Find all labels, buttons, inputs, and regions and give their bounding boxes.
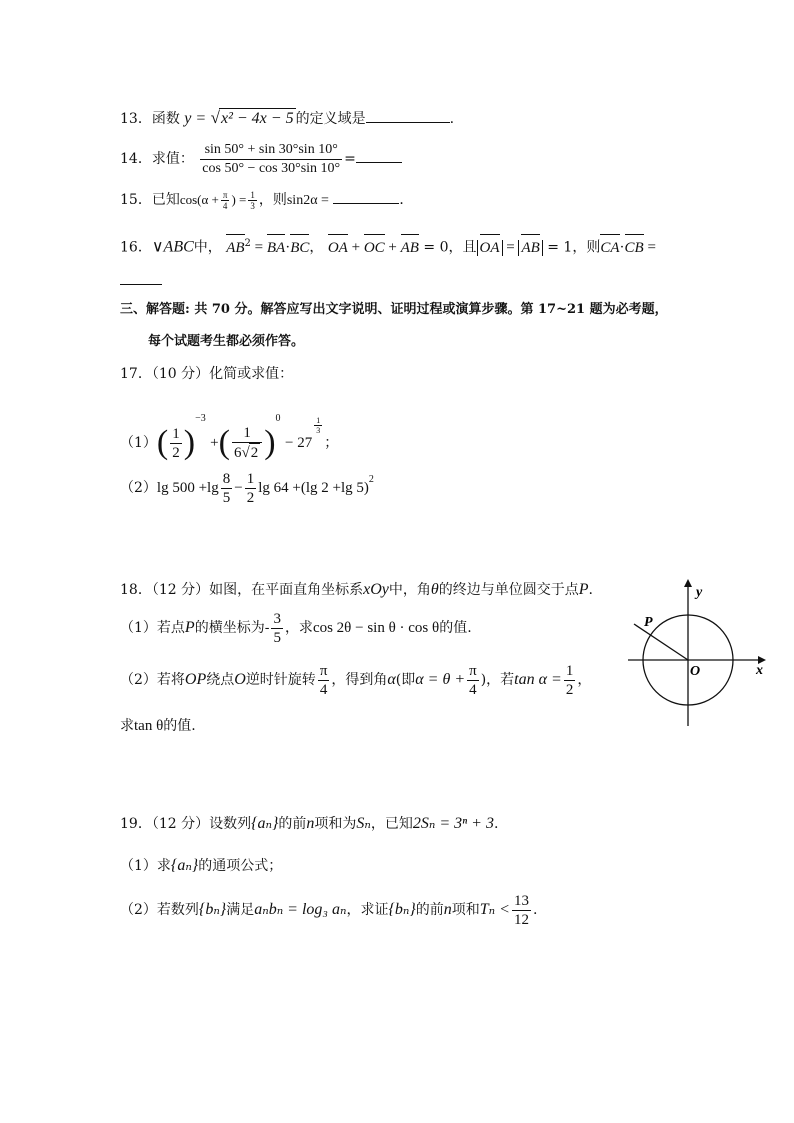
- math-expression: lg 64 +: [258, 480, 301, 496]
- punctuation: ，: [309, 239, 324, 256]
- right-paren: ): [183, 424, 196, 461]
- question-text: (即: [395, 672, 416, 688]
- punctuation: ；: [324, 435, 339, 451]
- fraction-denominator: cos 50° − cos 30°sin 10°: [202, 160, 341, 176]
- math-expression: lg 500 +lg: [156, 480, 219, 496]
- equals-sign: =: [502, 239, 519, 256]
- sequence-b: {bₙ}: [198, 901, 227, 918]
- math-fraction: [314, 416, 322, 435]
- answer-blank: [366, 108, 450, 123]
- fraction-numerator: 1: [172, 425, 180, 442]
- math-variable: α: [387, 671, 396, 688]
- question-number: 15．: [120, 192, 152, 208]
- math-fraction: [564, 662, 576, 699]
- part-label: （1）求: [120, 858, 171, 874]
- fraction-denominator: 3: [316, 426, 321, 435]
- dot-operator: ·: [619, 239, 625, 256]
- question-text: 的前: [278, 816, 307, 832]
- sqrt-sign: √: [210, 108, 220, 127]
- math-fraction: [467, 662, 479, 699]
- fraction-numerator: π: [222, 189, 228, 200]
- left-paren: (: [218, 424, 230, 461]
- fraction-numerator: 1: [316, 416, 321, 425]
- fraction-numerator: sin 50° + sin 30°sin 10°: [200, 141, 342, 160]
- math-variable: xOy: [363, 581, 389, 598]
- math-expression: tan α =: [514, 671, 562, 688]
- vector-CA: CA: [600, 236, 619, 260]
- question-text: 的值.: [163, 718, 196, 734]
- question-text: 19．（12 分）设数列: [120, 816, 252, 832]
- coefficient: 6: [233, 445, 242, 461]
- math-expression: Tₙ <: [479, 901, 510, 918]
- question-text: 绕点: [206, 672, 235, 688]
- question-18-part-2-cont: [120, 716, 196, 736]
- fraction-numerator: π: [469, 662, 477, 679]
- math-fraction: [318, 662, 330, 699]
- equals-sign: =: [643, 239, 656, 256]
- math-expression: − 27: [284, 435, 313, 451]
- left-paren: (: [156, 424, 169, 461]
- fraction-denominator: 2: [246, 489, 255, 506]
- math-fraction: [512, 892, 531, 929]
- math-variable: n: [443, 901, 452, 918]
- question-text: 中，: [193, 239, 222, 256]
- vector-AB: AB: [226, 236, 244, 260]
- norm-AB: [518, 240, 542, 256]
- plus-sign: +: [384, 239, 401, 256]
- question-text: 项和: [451, 902, 480, 918]
- fraction-denominator: 5: [273, 629, 281, 646]
- math-variable: OP: [184, 671, 207, 688]
- sequence-b: {bₙ}: [388, 901, 416, 918]
- question-text: ，已知: [370, 816, 413, 832]
- question-17-part-2: [120, 458, 374, 510]
- punctuation: ．: [399, 192, 414, 208]
- fraction-numerator: π: [319, 662, 328, 679]
- section-heading-cont: 每个试题考生都必须作答。: [148, 334, 305, 349]
- question-text: 求: [120, 718, 134, 734]
- math-expression: tan θ: [134, 718, 164, 734]
- question-16: [120, 232, 656, 260]
- fraction-denominator: 6√2: [233, 445, 259, 461]
- unit-circle-figure: [620, 574, 772, 730]
- equals-sign: =: [250, 239, 267, 256]
- question-text: 的定义域是: [295, 111, 366, 127]
- fraction-numerator: 8: [222, 470, 231, 487]
- answer-blank: [356, 148, 402, 163]
- fraction-denominator: 5: [222, 489, 231, 506]
- math-variable: P: [578, 581, 589, 598]
- fraction-denominator: 4: [319, 681, 328, 698]
- vector-OA: OA: [480, 236, 500, 260]
- fraction-denominator: 12: [513, 911, 529, 928]
- section-heading: 三、解答题: 共 70 分。解答应写出文字说明、证明过程或演算步骤。第 17~21 题为必考题，: [120, 302, 668, 317]
- question-text: ，则: [258, 192, 287, 208]
- fraction-numerator: 1: [232, 424, 262, 443]
- math-fraction: [232, 424, 262, 462]
- origin-label: O: [690, 664, 701, 679]
- math-variable: n: [306, 815, 315, 832]
- question-text: 逆时针旋转: [245, 672, 316, 688]
- question-text: 的值.: [439, 620, 472, 636]
- y-axis-label: y: [696, 585, 703, 600]
- question-text: ，得到角: [331, 672, 388, 688]
- fraction-numerator: 13: [513, 892, 529, 909]
- math-variable: θ: [430, 581, 439, 598]
- fraction-numerator: 1: [250, 189, 255, 200]
- math-expression: cos 2θ − sin θ · cos θ: [312, 620, 440, 636]
- question-text: 的通项公式；: [198, 858, 283, 874]
- sequence-a: {aₙ}: [251, 815, 279, 832]
- dot-operator: ·: [285, 239, 291, 256]
- question-text: 已知: [151, 192, 180, 208]
- right-paren: ): [264, 424, 276, 461]
- vector-OC: OC: [364, 236, 385, 260]
- math-fraction: [248, 190, 257, 211]
- exponent: 0: [275, 413, 281, 424]
- question-18-part-1: [120, 606, 472, 650]
- y-axis-arrow-icon: [684, 579, 692, 587]
- math-function: y =: [184, 110, 207, 127]
- question-text: 函数: [151, 111, 180, 127]
- fraction-denominator: 2: [172, 444, 180, 461]
- fraction-denominator: 2: [565, 681, 574, 698]
- punctuation: .: [493, 816, 499, 832]
- question-15: [120, 186, 413, 215]
- math-radicand: 2: [250, 445, 259, 461]
- question-19-title: [120, 814, 498, 834]
- plus-sign: +: [347, 239, 364, 256]
- question-number: 16．: [120, 239, 152, 256]
- terminal-side-OP: [634, 624, 688, 660]
- question-text: 满足: [226, 902, 255, 918]
- math-expression: α = θ +: [415, 671, 466, 688]
- part-label: （2）若将: [120, 672, 185, 688]
- fraction-denominator: 4: [222, 200, 228, 211]
- question-text: ，求: [284, 620, 313, 636]
- fraction-denominator: 4: [469, 681, 477, 698]
- triangle-label: ∨ABC: [151, 238, 194, 256]
- math-fraction: [245, 470, 257, 507]
- answer-blank: [333, 189, 399, 204]
- x-axis-label: x: [756, 663, 763, 678]
- question-text: 的横坐标为-: [194, 620, 270, 636]
- punctuation: ，: [577, 672, 592, 688]
- vector-BC: BC: [290, 236, 309, 260]
- question-19-part-1: [120, 856, 282, 876]
- vector-OA: OA: [328, 236, 348, 260]
- question-14: [120, 140, 402, 178]
- question-text: 求值：: [151, 151, 194, 167]
- math-fraction: [221, 470, 233, 507]
- math-expression: (lg 2 +lg 5): [300, 480, 369, 496]
- question-text: 18．（12 分）如图，在平面直角坐标系: [120, 582, 364, 598]
- math-fraction: [221, 190, 230, 211]
- vector-AB: AB: [401, 236, 419, 260]
- math-expression: sin2α =: [286, 193, 329, 208]
- question-13: [120, 108, 454, 129]
- math-variable: P: [184, 619, 195, 636]
- fraction-numerator: 1: [246, 470, 255, 487]
- question-text: = 1，则: [542, 239, 601, 256]
- question-text: 项和为: [314, 816, 357, 832]
- question-18-title: [120, 580, 593, 600]
- question-16-answer-line: [120, 270, 162, 291]
- question-text: 的前: [415, 902, 444, 918]
- question-text: )，若: [480, 672, 515, 688]
- vector-BA: BA: [267, 236, 285, 260]
- question-18-part-2: [120, 658, 591, 702]
- fraction-denominator: 3: [250, 200, 255, 211]
- exponent: 2: [244, 238, 251, 249]
- math-expression: aₙbₙ = log₃ aₙ: [254, 901, 347, 918]
- punctuation: .: [449, 111, 455, 127]
- punctuation: .: [588, 582, 593, 598]
- question-text: 的终边与单位圆交于点: [438, 582, 579, 598]
- question-number: 14．: [120, 151, 152, 167]
- math-fraction: [271, 610, 283, 647]
- math-fraction: [170, 425, 182, 462]
- question-text: = 0，且: [418, 239, 477, 256]
- question-19-part-2: [120, 888, 537, 932]
- math-fraction: [200, 141, 342, 178]
- norm-OA: [477, 240, 503, 256]
- math-expression: 2Sₙ = 3ⁿ + 3: [412, 815, 494, 832]
- math-radicand: x² − 4x − 5: [220, 110, 294, 127]
- part-label: （1）: [120, 435, 157, 451]
- part-label: （2）若数列: [120, 902, 199, 918]
- fraction-numerator: 1: [565, 662, 574, 679]
- fraction-numerator: 3: [273, 610, 281, 627]
- question-17-part-1: [120, 394, 338, 468]
- question-text: 中，角: [388, 582, 431, 598]
- punctuation: .: [532, 902, 538, 918]
- exponent: −3: [195, 413, 206, 424]
- question-text: ，求证: [346, 902, 389, 918]
- plus-sign: +: [210, 435, 219, 451]
- math-expression: ) =: [231, 192, 247, 207]
- exponent: 2: [368, 474, 374, 485]
- math-variable: O: [234, 671, 246, 688]
- minus-sign: −: [234, 480, 243, 496]
- vector-AB: AB: [521, 236, 539, 260]
- sequence-a: {aₙ}: [170, 857, 199, 874]
- part-label: （2）: [120, 480, 157, 496]
- equals-sign: =: [344, 151, 356, 167]
- question-17-title: 17．（10 分）化简或求值：: [120, 366, 294, 382]
- part-label: （1）若点: [120, 620, 185, 636]
- question-number: 13．: [120, 111, 152, 127]
- answer-blank: [120, 270, 162, 285]
- math-expression: cos(α +: [179, 192, 219, 207]
- point-P-label: P: [644, 615, 653, 630]
- vector-CB: CB: [625, 236, 644, 260]
- math-variable: Sₙ: [356, 815, 371, 832]
